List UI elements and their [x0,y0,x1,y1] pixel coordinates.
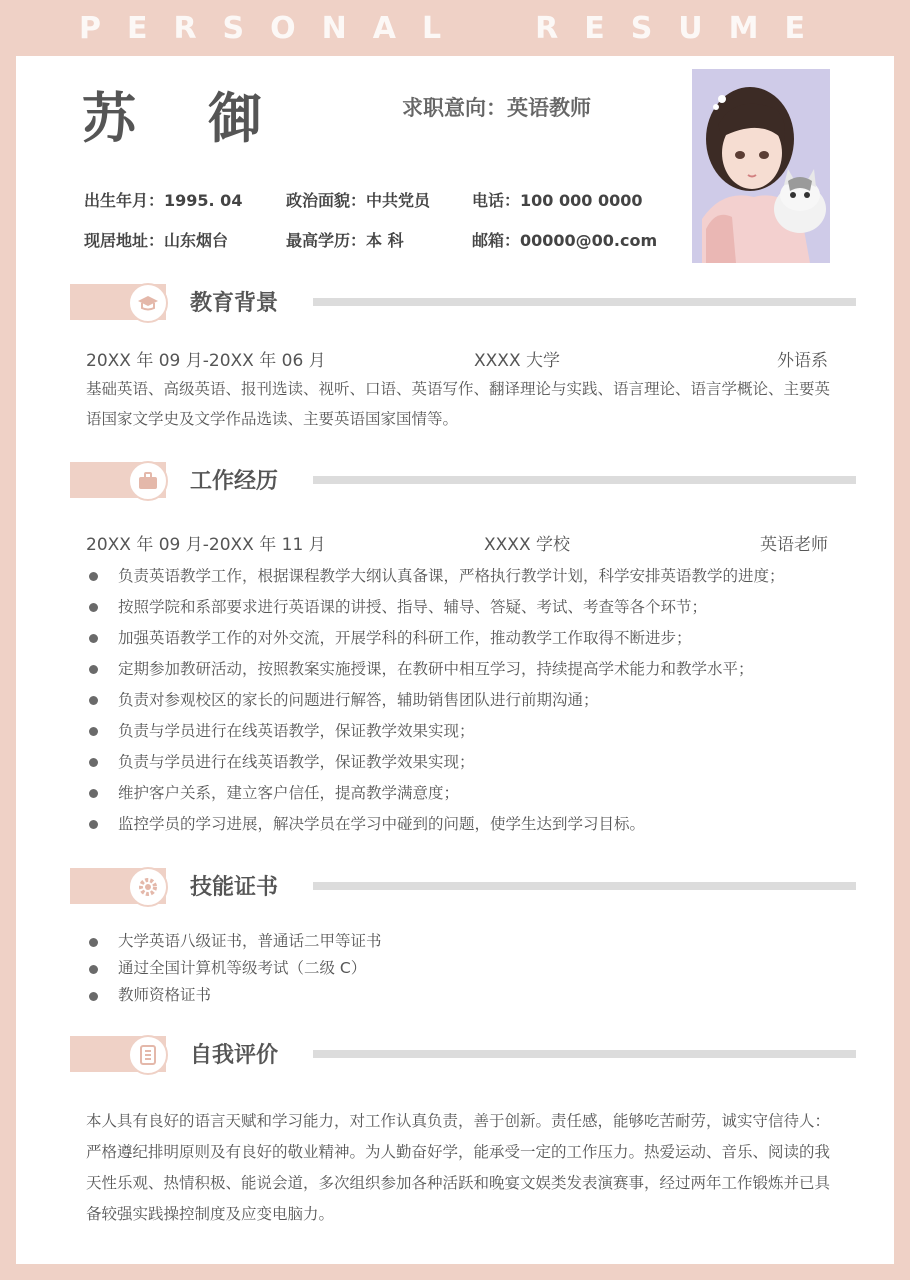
briefcase-icon [128,461,168,501]
education-period: 20XX 年 09 月-20XX 年 06 月 [86,351,326,371]
education-school: XXXX 大学 [474,351,560,371]
section-divider [313,882,856,890]
info-phone: 电话：100 000 0000 [472,191,643,210]
work-role: 英语老师 [760,535,828,555]
list-item: 按照学院和系部要求进行英语课的讲授、指导、辅导、答疑、考试、考查等各个环节； [86,593,838,622]
section-self-header [70,1036,856,1074]
education-row [86,346,828,370]
list-item: 负责与学员进行在线英语教学，保证教学效果实现； [86,748,838,777]
self-evaluation-text: 本人具有良好的语言天赋和学习能力，对工作认真负责，善于创新。责任感，能够吃苦耐劳，诚实守信待人：严格遵纪排明原则及有良好的敬业精神。为人勤奋好学，能承受一定的工作压力。热爱运动、音乐、阅读的我天性乐观、热情积极、能说会道，多次组织参加各种活跃和晚宴文娱类发表演赛事，经过两年工作锻炼并已具备较强实践操控制度及应变电脑力。 [86,1112,831,1223]
work-period: 20XX 年 09 月-20XX 年 11 月 [86,535,326,555]
candidate-name: 苏御 [82,87,334,150]
section-self-title: 自我评价 [190,1043,279,1068]
section-divider [313,1050,856,1058]
section-skills-header [70,868,856,906]
list-item: 负责对参观校区的家长的问题进行解答，辅助销售团队进行前期沟通； [86,686,838,715]
profile-photo [692,69,830,263]
skills-list [86,928,838,1009]
list-item: 监控学员的学习进展，解决学员在学习中碰到的问题，使学生达到学习目标。 [86,810,838,839]
info-degree: 最高学历：本 科 [286,231,404,250]
education-courses: 基础英语、高级英语、报刊选读、视听、口语、英语写作、翻译理论与实践、语言理论、语言学概论、主要英语国家文学史及文学作品选读、主要英语国家国情等。 [86,380,831,428]
list-item: 定期参加教研活动，按照教案实施授课，在教研中相互学习，持续提高学术能力和教学水平； [86,655,838,684]
work-row [86,530,828,554]
list-item: 负责与学员进行在线英语教学，保证教学效果实现； [86,717,838,746]
resume-sheet [16,56,894,1264]
section-skills-title: 技能证书 [190,875,279,900]
graduation-cap-icon [128,283,168,323]
gear-icon [128,867,168,907]
work-organization: XXXX 学校 [484,535,570,555]
info-birth: 出生年月：1995. 04 [84,191,243,210]
info-email: 邮箱：00000@00.com [472,231,658,250]
list-item: 大学英语八级证书，普通话二甲等证书 [86,928,838,954]
work-duties-list [86,562,838,839]
banner-word-resume: RESUME [535,10,832,46]
info-politics: 政治面貌：中共党员 [286,191,431,210]
info-address: 现居地址：山东烟台 [84,231,229,250]
section-work-title: 工作经历 [190,469,279,494]
section-education-header [70,284,856,322]
section-education-title: 教育背景 [190,291,279,316]
notebook-icon [128,1035,168,1075]
list-item: 教师资格证书 [86,982,838,1008]
section-divider [313,298,856,306]
job-intent: 求职意向：英语教师 [402,96,591,120]
list-item: 维护客户关系，建立客户信任，提高教学满意度； [86,779,838,808]
work-duties-area [86,562,846,858]
banner-word-personal: PERSONAL [78,10,468,46]
list-item: 通过全国计算机等级考试（二级 C） [86,955,838,981]
list-item: 加强英语教学工作的对外交流，开展学科的科研工作，推动教学工作取得不断进步； [86,624,838,653]
education-department: 外语系 [777,351,828,371]
portrait-illustration [692,69,830,263]
banner-title [0,0,910,56]
list-item: 负责英语教学工作，根据课程教学大纲认真备课，严格执行教学计划，科学安排英语教学的进度； [86,562,838,591]
section-divider [313,476,856,484]
section-work-header [70,462,856,500]
